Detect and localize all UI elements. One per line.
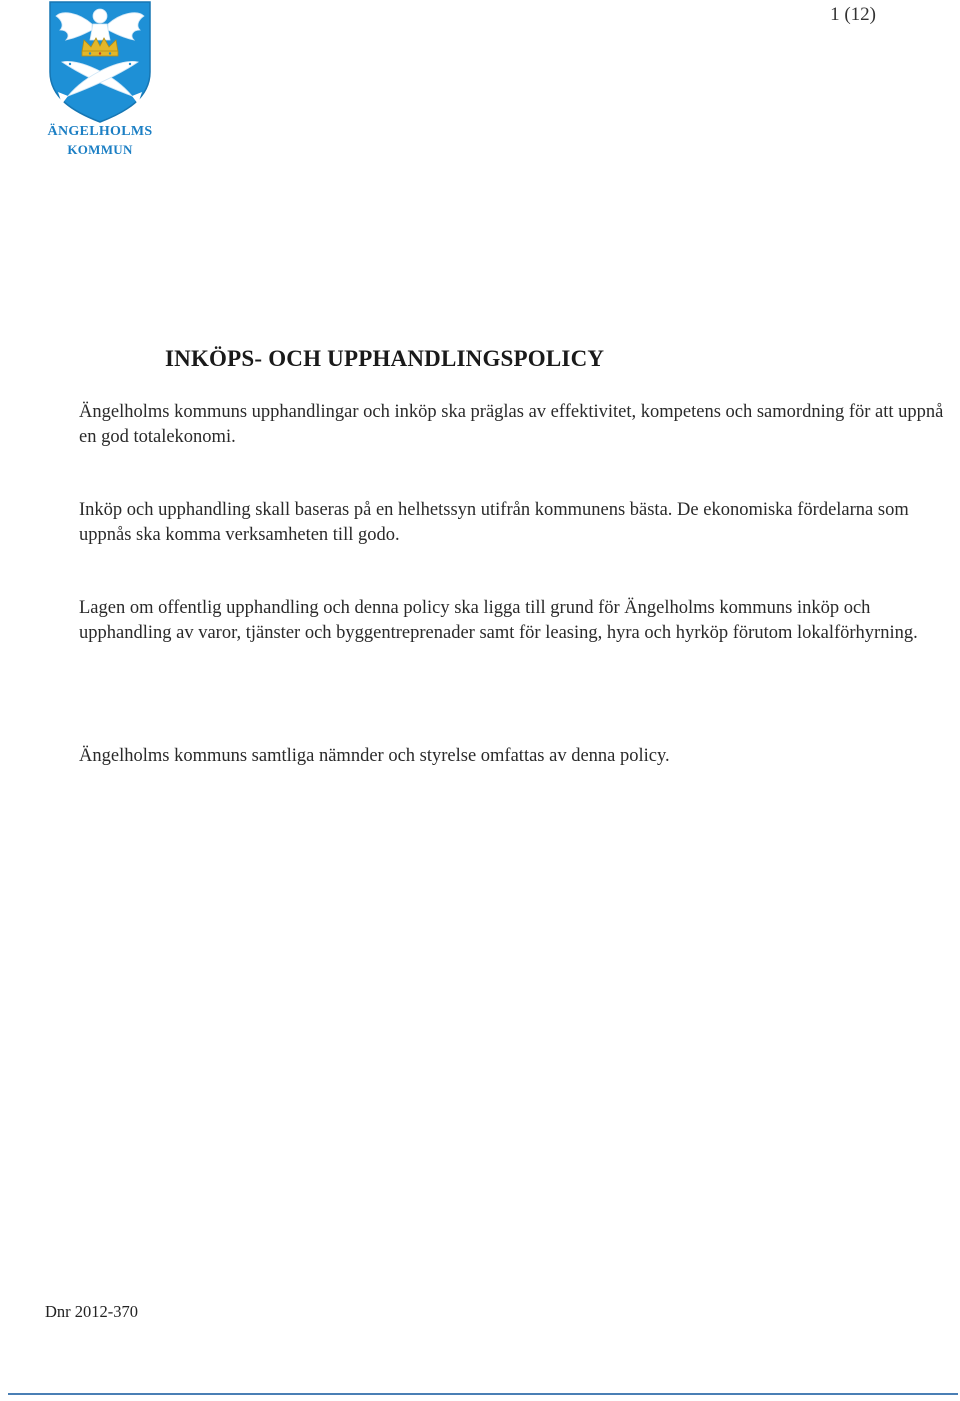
page-number: 1 (12) [830,4,876,25]
municipality-logo [44,0,156,160]
document-title: INKÖPS- OCH UPPHANDLINGSPOLICY [165,346,605,371]
diary-number: Dnr 2012-370 [45,1302,139,1321]
paragraph-4: Ängelholms kommuns samtliga nämnder och styrelse omfattas av denna policy. [79,746,670,766]
paragraph-2: Inköp och upphandling skall baseras på en helhetssyn utifrån kommunens bästa. De ekonomiska fördelarna som uppnås ska komma verksamheten till godo. [79,500,909,545]
logo-text-line1: ÄNGELHOLMS [47,124,153,139]
paragraph-1: Ängelholms kommuns upphandlingar och inköp ska präglas av effektivitet, kompetens och samordning för att uppnå en god totalekonomi. [79,402,944,447]
coat-of-arms-icon [44,0,156,124]
logo-text-line2: KOMMUN [67,142,133,157]
paragraph-3: Lagen om offentlig upphandling och denna policy ska ligga till grund för Ängelholms kommuns inköp och upphandling av varor, tjänster och byggentreprenader samt för leasing, hyra och hyrköp förutom lokalförhyrning. [79,598,918,643]
angel-icon [56,9,144,40]
footer-rule [8,1393,958,1395]
